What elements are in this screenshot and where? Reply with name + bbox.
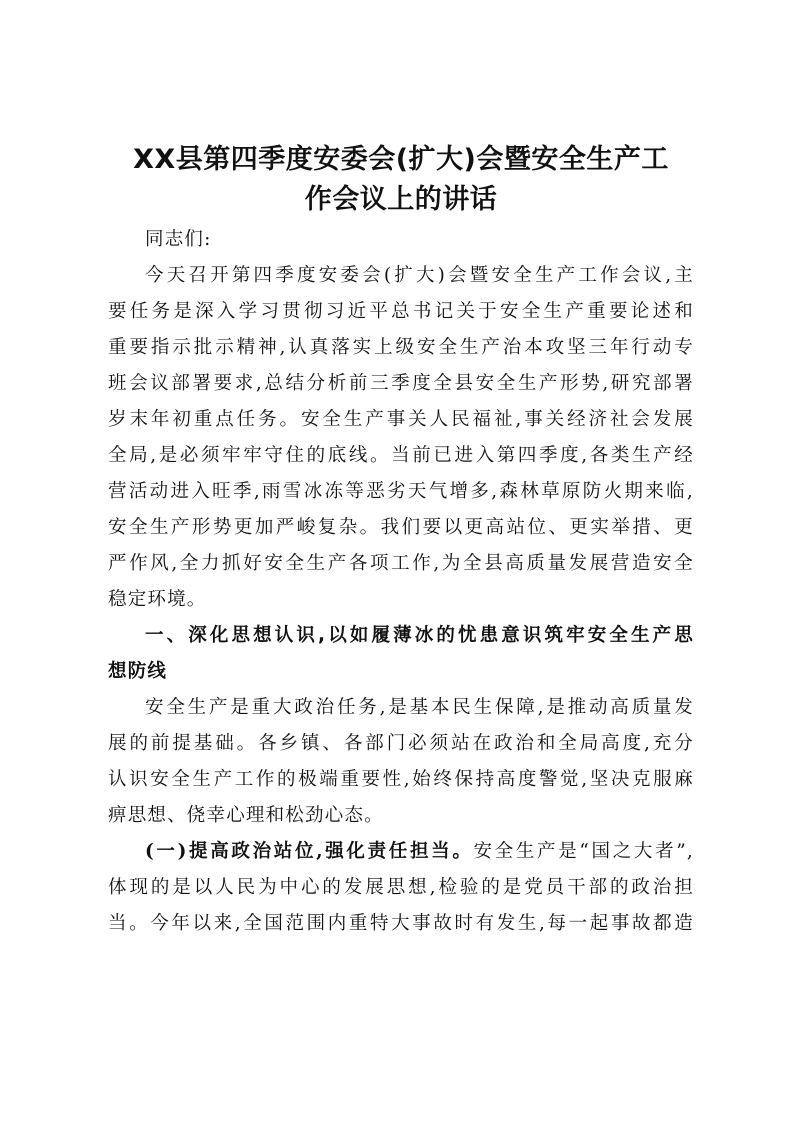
heading-line: 一、深化思想认识,以如履薄冰的忧患意识筑牢安全生产思 <box>145 625 694 646</box>
paragraph-line: 安全生产是重大政治任务,是基本民生保障,是推动高质量发 <box>145 697 694 718</box>
paragraph-line: 班会议部署要求,总结分析前三季度全县安全生产形势,研究部署 <box>108 373 694 394</box>
paragraph-line: 体现的是以人民为中心的发展思想,检验的是党员干部的政治担 <box>108 877 694 898</box>
paragraph-line: 重要指示批示精神,认真落实上级安全生产治本攻坚三年行动专 <box>108 337 694 358</box>
paragraph-line: 今天召开第四季度安委会(扩大)会暨安全生产工作会议,主 <box>145 265 694 286</box>
document-page <box>108 140 694 942</box>
heading-line: 想防线 <box>108 661 168 682</box>
document-title <box>108 140 694 220</box>
paragraph-line: 安全生产形势更加严峻复杂。我们要以更高站位、更实举措、更 <box>108 517 694 538</box>
paragraph-line: 要任务是深入学习贯彻习近平总书记关于安全生产重要论述和 <box>108 301 694 322</box>
greeting <box>108 222 694 258</box>
paragraph-intro <box>108 258 694 618</box>
title-line-2: 作会议上的讲话 <box>304 184 498 215</box>
paragraph-line: 严作风,全力抓好安全生产各项工作,为全县高质量发展营造安全 <box>108 553 694 574</box>
title-line-1: XX县第四季度安委会(扩大)会暨安全生产工 <box>133 144 669 175</box>
paragraph-subsection-1 <box>108 834 694 942</box>
paragraph-line: 稳定环境。 <box>108 589 207 610</box>
subsection-lead: (一)提高政治站位,强化责任担当。 <box>145 841 474 862</box>
greeting-text: 同志们: <box>145 229 212 250</box>
paragraph-line <box>108 834 694 870</box>
subsection-text: 安全生产是“国之大者”, <box>473 841 694 862</box>
paragraph-line: 痹思想、侥幸心理和松劲心态。 <box>108 805 384 826</box>
paragraph-line: 全局,是必须牢牢守住的底线。当前已进入第四季度,各类生产经 <box>108 445 694 466</box>
paragraph-line: 当。今年以来,全国范围内重特大事故时有发生,每一起事故都造 <box>108 913 694 934</box>
paragraph-section-1 <box>108 690 694 834</box>
section-heading-1 <box>108 618 694 690</box>
paragraph-line: 岁末年初重点任务。安全生产事关人民福祉,事关经济社会发展 <box>108 409 694 430</box>
paragraph-line: 认识安全生产工作的极端重要性,始终保持高度警觉,坚决克服麻 <box>108 769 694 790</box>
paragraph-line: 展的前提基础。各乡镇、各部门必须站在政治和全局高度,充分 <box>108 733 694 754</box>
paragraph-line: 营活动进入旺季,雨雪冰冻等恶劣天气增多,森林草原防火期来临, <box>108 481 694 502</box>
